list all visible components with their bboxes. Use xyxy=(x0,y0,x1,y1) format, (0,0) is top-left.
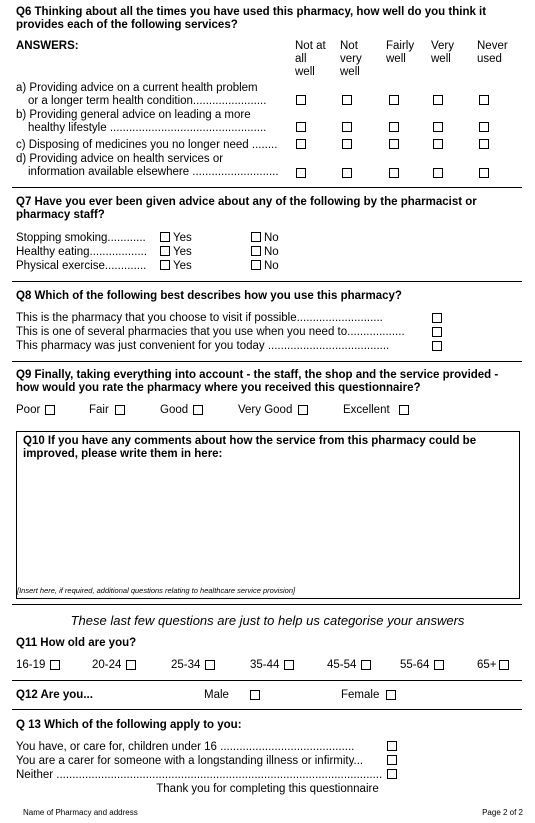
divider xyxy=(12,709,522,710)
q7-no-labels xyxy=(264,231,279,273)
q7-eating-yes-checkbox[interactable] xyxy=(160,246,170,256)
col-not-very-well: Not very well xyxy=(340,40,362,78)
q12-male-checkbox[interactable] xyxy=(250,690,260,700)
q7-label-eating: Healthy eating.................. xyxy=(16,246,148,258)
q6b-checkbox-not-at-all[interactable] xyxy=(296,122,306,132)
q7-smoking-yes-checkbox[interactable] xyxy=(160,232,170,242)
q11-option-25-34: 25-34 xyxy=(171,659,201,671)
q6-row-a-line1: a) Providing advice on a current health problem xyxy=(16,82,258,94)
q9-very-good-checkbox[interactable] xyxy=(298,405,308,415)
q13-title: Q 13 Which of the following apply to you: xyxy=(16,719,242,731)
divider xyxy=(12,361,522,362)
q7-no-label: No xyxy=(264,246,279,258)
q6c-checkbox-not-at-all[interactable] xyxy=(296,139,306,149)
q6b-checkbox-never[interactable] xyxy=(479,122,489,132)
q13-option-children: You have, or care for, children under 16 .......................................... xyxy=(16,741,355,753)
q10-comment-box[interactable] xyxy=(16,431,520,599)
q7-label-smoking: Stopping smoking............ xyxy=(16,232,146,244)
q12-option-male: Male xyxy=(204,689,229,701)
q9-fair-checkbox[interactable] xyxy=(115,405,125,415)
divider xyxy=(12,680,522,681)
q7-exercise-no-checkbox[interactable] xyxy=(251,260,261,270)
q11-20-24-checkbox[interactable] xyxy=(126,660,136,670)
q6b-checkbox-very[interactable] xyxy=(433,122,443,132)
thanks-text: Thank you for completing this questionnaire xyxy=(156,783,379,795)
col-not-at-all-well: Not at all well xyxy=(295,40,326,78)
q6-row-d xyxy=(16,153,279,179)
q11-option-55-64: 55-64 xyxy=(400,659,430,671)
categorise-heading: These last few questions are just to help us categorise your answers xyxy=(70,613,465,628)
q8-choose-checkbox[interactable] xyxy=(432,313,442,323)
q11-option-45-54: 45-54 xyxy=(327,659,357,671)
divider xyxy=(12,281,522,282)
q10-footnote: [Insert here, if required, additional questions relating to healthcare service provision] xyxy=(17,586,296,595)
q9-option-poor: Poor xyxy=(16,404,41,416)
q7-yes-label: Yes xyxy=(173,260,192,272)
q10-title: Q10 If you have any comments about how the service from this pharmacy could be improved, please write them in here: xyxy=(23,435,477,460)
q11-option-65-plus: 65+ xyxy=(477,659,497,671)
q6c-checkbox-fairly[interactable] xyxy=(389,139,399,149)
q7-title: Q7 Have you ever been given advice about any of the following by the pharmacist or pharmacy staff? xyxy=(16,196,477,221)
q7-no-label: No xyxy=(264,232,279,244)
q9-poor-checkbox[interactable] xyxy=(45,405,55,415)
q6-row-a-line2: or a longer term health condition....................... xyxy=(28,95,267,107)
q6-row-a xyxy=(16,82,266,108)
col-never-used: Never used xyxy=(477,40,508,65)
q6a-checkbox-never[interactable] xyxy=(479,95,489,105)
q11-35-44-checkbox[interactable] xyxy=(284,660,294,670)
q12-option-female: Female xyxy=(341,689,380,701)
q8-options xyxy=(16,311,405,353)
q6-row-b-line1: b) Providing general advice on leading a more xyxy=(16,109,251,121)
q9-option-good: Good xyxy=(160,404,189,416)
q11-option-20-24: 20-24 xyxy=(92,659,122,671)
divider xyxy=(12,604,522,605)
q7-yes-labels xyxy=(173,231,192,273)
q13-children-checkbox[interactable] xyxy=(387,741,397,751)
q6d-checkbox-fairly[interactable] xyxy=(389,168,399,178)
answers-label: ANSWERS: xyxy=(16,40,79,52)
q7-labels xyxy=(16,231,147,273)
q6c-checkbox-never[interactable] xyxy=(479,139,489,149)
q6d-checkbox-not-at-all[interactable] xyxy=(296,168,306,178)
footer-pharmacy-name: Name of Pharmacy and address xyxy=(23,808,138,817)
q6a-checkbox-very[interactable] xyxy=(433,95,443,105)
q8-option-several: This is one of several pharmacies that you use when you need to.................. xyxy=(16,326,405,338)
q9-title: Q9 Finally, taking everything into account - the staff, the shop and the service provided - how would you rate the pharmacy where you received this questionnaire? xyxy=(16,369,499,394)
q7-no-label: No xyxy=(264,260,279,272)
q6-row-c-line1: c) Disposing of medicines you no longer need ........ xyxy=(16,139,278,151)
q6-title: Q6 Thinking about all the times you have used this pharmacy, how well do you think it provides each of the following services? xyxy=(16,6,487,31)
q9-good-checkbox[interactable] xyxy=(193,405,203,415)
col-very-well: Very well xyxy=(431,40,455,65)
q11-option-35-44: 35-44 xyxy=(250,659,280,671)
q11-55-64-checkbox[interactable] xyxy=(434,660,444,670)
q7-yes-label: Yes xyxy=(173,232,192,244)
q9-option-very-good: Very Good xyxy=(238,404,293,416)
q6b-checkbox-fairly[interactable] xyxy=(389,122,399,132)
q6d-checkbox-not-very[interactable] xyxy=(342,168,352,178)
q7-exercise-yes-checkbox[interactable] xyxy=(160,260,170,270)
q8-several-checkbox[interactable] xyxy=(432,327,442,337)
q6-row-d-line2: information available elsewhere ........................... xyxy=(28,166,279,178)
q6-row-b-line2: healthy lifestyle ................................................. xyxy=(28,122,267,134)
q6d-checkbox-very[interactable] xyxy=(433,168,443,178)
q7-eating-no-checkbox[interactable] xyxy=(251,246,261,256)
col-fairly-well: Fairly well xyxy=(386,40,415,65)
q11-16-19-checkbox[interactable] xyxy=(50,660,60,670)
footer-page-number: Page 2 of 2 xyxy=(482,808,523,817)
q13-carer-checkbox[interactable] xyxy=(387,755,397,765)
q6b-checkbox-not-very[interactable] xyxy=(342,122,352,132)
q13-option-carer: You are a carer for someone with a longstanding illness or infirmity... xyxy=(16,755,364,767)
q7-yes-label: Yes xyxy=(173,246,192,258)
q8-title: Q8 Which of the following best describes how you use this pharmacy? xyxy=(16,290,402,302)
q13-options xyxy=(16,740,382,782)
q8-convenient-checkbox[interactable] xyxy=(432,341,442,351)
q7-label-exercise: Physical exercise............. xyxy=(16,260,147,272)
q12-title: Q12 Are you... xyxy=(16,689,93,701)
divider xyxy=(12,187,522,188)
q6a-checkbox-fairly[interactable] xyxy=(389,95,399,105)
q9-excellent-checkbox[interactable] xyxy=(399,405,409,415)
q6a-checkbox-not-very[interactable] xyxy=(342,95,352,105)
q11-title: Q11 How old are you? xyxy=(16,637,137,649)
q9-option-excellent: Excellent xyxy=(343,404,390,416)
q6c-checkbox-very[interactable] xyxy=(433,139,443,149)
q6d-checkbox-never[interactable] xyxy=(479,168,489,178)
q6-row-b xyxy=(16,109,266,135)
q12-female-checkbox[interactable] xyxy=(386,690,396,700)
q6-row-c xyxy=(16,139,277,152)
q8-option-convenient: This pharmacy was just convenient for you today ...................................... xyxy=(16,340,390,352)
q13-option-neither: Neither ...................................................................................................... xyxy=(16,769,383,781)
q11-45-54-checkbox[interactable] xyxy=(361,660,371,670)
q9-option-fair: Fair xyxy=(89,404,109,416)
q8-option-choose: This is the pharmacy that you choose to visit if possible........................... xyxy=(16,312,383,324)
q6a-checkbox-not-at-all[interactable] xyxy=(296,95,306,105)
q13-neither-checkbox[interactable] xyxy=(387,769,397,779)
q11-option-16-19: 16-19 xyxy=(16,659,46,671)
q11-65-plus-checkbox[interactable] xyxy=(499,660,509,670)
q6-row-d-line1: d) Providing advice on health services or xyxy=(16,153,224,165)
q7-smoking-no-checkbox[interactable] xyxy=(251,232,261,242)
q6c-checkbox-not-very[interactable] xyxy=(342,139,352,149)
q11-25-34-checkbox[interactable] xyxy=(205,660,215,670)
